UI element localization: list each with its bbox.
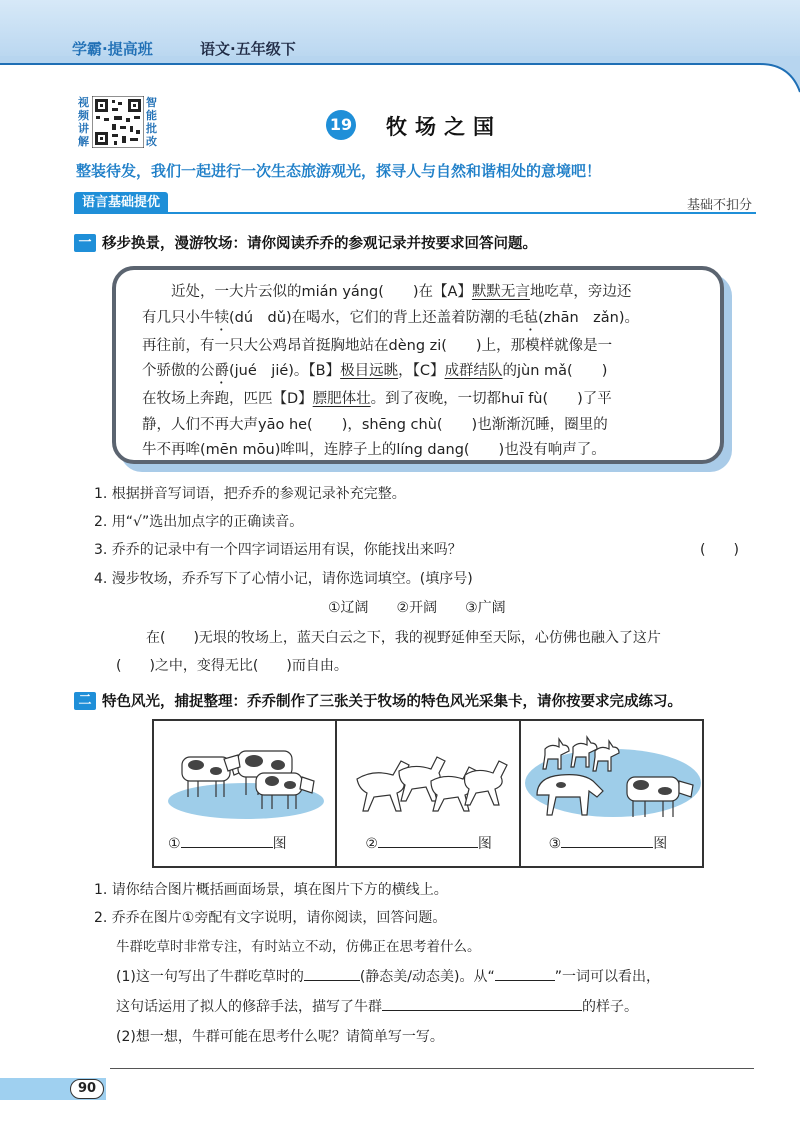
horses-running-picture xyxy=(337,721,519,831)
q1-item-4-options: ①辽阔 ②开阔 ③广阔 xyxy=(328,600,506,616)
q2-item-1: 1. 请你结合图片概括画面场景，填在图片下方的横线上。 xyxy=(94,882,448,898)
passage-line xyxy=(142,280,702,306)
qr-right-text: 智能批改 xyxy=(146,96,157,148)
page-number: 90 xyxy=(70,1079,104,1099)
section-divider xyxy=(74,212,756,214)
passage-line xyxy=(142,387,702,413)
passage-segment: 爵 xyxy=(214,363,229,379)
answer-line[interactable] xyxy=(110,1068,754,1069)
passage-segment: (zhān zǎn)。 xyxy=(538,309,639,326)
question-1-title: 移步换景，漫游牧场：请你阅读乔乔的参观记录并按要求回答问题。 xyxy=(102,236,537,252)
picture-card-1 xyxy=(154,721,337,866)
passage-line xyxy=(142,306,702,334)
lesson-title: 牧场之国 xyxy=(386,115,502,139)
q2-sub1-blank-1[interactable] xyxy=(304,980,360,981)
q1-item-4-fill-line-1: 在( )无垠的牧场上，蓝天白云之下，我的视野延伸至天际，心仿佛也融入了这片 xyxy=(146,630,661,646)
passage-line xyxy=(142,413,702,439)
passage-line xyxy=(142,438,702,464)
picture-card-2-caption xyxy=(365,833,492,853)
horses-cows-goats-picture xyxy=(521,721,705,831)
card-1-label: ① xyxy=(168,836,181,852)
q2-sub1-blank-3[interactable] xyxy=(382,1010,582,1011)
question-2-title: 特色风光，捕捉整理：乔乔制作了三张关于牧场的特色风光采集卡，请你按要求完成练习。 xyxy=(102,694,682,710)
question-1-number: 一 xyxy=(74,234,96,252)
passage-segment: 再往前，有一只大公鸡昂首挺胸地站在dèng zi( )上，那模样就像是一 xyxy=(142,337,613,354)
q2-quote: 牛群吃草时非常专注，有时站立不动，仿佛正在思考着什么。 xyxy=(116,939,481,955)
card-2-label: ② xyxy=(365,836,378,852)
q2-sub1-blank-2[interactable] xyxy=(495,980,555,981)
passage-segment: ，【C】 xyxy=(398,363,445,379)
passage-segment: 静，人们不再大声yāo he( )，shēng chù( )也渐渐沉睡，圈里的 xyxy=(142,416,608,433)
passage-segment: 。到了夜晚，一切都huī fù( )了平 xyxy=(370,391,612,407)
q1-item-3-answer-bracket[interactable]: ( ) xyxy=(700,542,739,558)
q2-sub2: (2)想一想，牛群可能在思考什么呢？请简单写一写。 xyxy=(116,1029,444,1045)
q1-item-3: 3. 乔乔的记录中有一个四字词语运用有误，你能找出来吗？ xyxy=(94,542,462,558)
card-1-suffix: 图 xyxy=(272,836,287,852)
passage-segment: (jué jié)。【B】 xyxy=(229,363,341,379)
q2-item-2: 2. 乔乔在图片①旁配有文字说明，请你阅读，回答问题。 xyxy=(94,910,447,926)
q2-sub1-text-c: ”一词可以看出， xyxy=(554,969,661,985)
qr-left-text: 视频讲解 xyxy=(78,96,89,148)
card-3-blank[interactable] xyxy=(561,847,653,848)
q2-sub1-text-b: (静态美/动态美)。从“ xyxy=(359,969,495,985)
q1-item-4: 4. 漫步牧场，乔乔写下了心情小记，请你选词填空。(填序号) xyxy=(94,571,473,587)
question-2-heading xyxy=(74,690,682,711)
lesson-intro: 整装待发，我们一起进行一次生态旅游观光，探寻人与自然和谐相处的意境吧！ xyxy=(76,162,602,180)
picture-card-3 xyxy=(521,721,702,866)
q1-item-4-fill-line-2: ( )之中，变得无比( )而自由。 xyxy=(116,658,348,674)
q2-sub1-text-a: (1)这一句写出了牛群吃草时的 xyxy=(116,969,304,985)
picture-card-2 xyxy=(337,721,520,866)
card-1-blank[interactable] xyxy=(181,847,273,848)
passage-segment: 哞叫，连脖子上的líng dang( )也没有响声了。 xyxy=(280,442,606,458)
section-note: 基础不扣分 xyxy=(686,198,752,213)
section-bar xyxy=(74,192,756,214)
q1-item-2: 2. 用“√”选出加点字的正确读音。 xyxy=(94,514,304,530)
qr-code-icon xyxy=(92,96,144,148)
passage-segment: 默默无言 xyxy=(471,284,530,300)
passage-segment: 地吃草，旁边还 xyxy=(529,284,632,300)
card-3-suffix: 图 xyxy=(653,836,668,852)
section-tag: 语言基础提优 xyxy=(74,192,168,214)
passage-segment: 个骄傲的公 xyxy=(142,363,215,379)
lesson-number-badge: 19 xyxy=(326,110,356,140)
passage-segment: 有几只小牛 xyxy=(142,309,215,326)
passage-segment: 的jùn mǎ( ) xyxy=(502,363,608,379)
passage-box xyxy=(112,266,724,464)
q2-sub1-line2-text-b: 的样子。 xyxy=(582,999,638,1015)
q2-sub1-line1 xyxy=(116,966,660,986)
passage-segment: (mēn mōu) xyxy=(200,442,281,458)
card-2-suffix: 图 xyxy=(477,836,492,852)
passage-line xyxy=(142,334,702,360)
passage-segment: 毡 xyxy=(523,309,539,326)
passage-segment: 膘肥体壮 xyxy=(312,391,371,407)
q2-sub1-line2-text-a: 这句话运用了拟人的修辞手法，描写了牛群 xyxy=(116,999,382,1015)
passage-segment: 在牧场上奔跑，匹匹【D】 xyxy=(142,391,313,407)
passage-line xyxy=(142,359,702,387)
brand-name: 学霸·提高班 xyxy=(72,40,153,58)
picture-card-1-caption xyxy=(168,833,287,853)
q2-sub1-line2 xyxy=(116,996,638,1016)
subject-label: 语文·五年级下 xyxy=(200,40,296,58)
picture-card-table xyxy=(152,719,704,868)
picture-card-3-caption xyxy=(549,833,668,853)
passage-segment: 犊 xyxy=(214,309,229,326)
passage-segment: 牛不再哞 xyxy=(142,442,200,458)
q1-item-1: 1. 根据拼音写词语，把乔乔的参观记录补充完整。 xyxy=(94,486,406,502)
header-curve xyxy=(0,56,800,96)
passage-text xyxy=(142,280,702,464)
question-2-number: 二 xyxy=(74,692,96,710)
passage-segment: (dú dǔ)在喝水，它们的背上还盖着防潮的毛 xyxy=(229,309,524,326)
passage-segment: 近处，一大片云似的mián yáng( )在【A】 xyxy=(171,284,472,300)
cows-grazing-picture xyxy=(154,721,334,831)
card-2-blank[interactable] xyxy=(378,847,478,848)
passage-segment: 成群结队 xyxy=(444,363,503,379)
card-3-label: ③ xyxy=(548,836,562,852)
qr-code-block[interactable] xyxy=(78,96,156,152)
question-1-heading xyxy=(74,232,537,253)
passage-segment: 极目远眺 xyxy=(340,363,399,379)
